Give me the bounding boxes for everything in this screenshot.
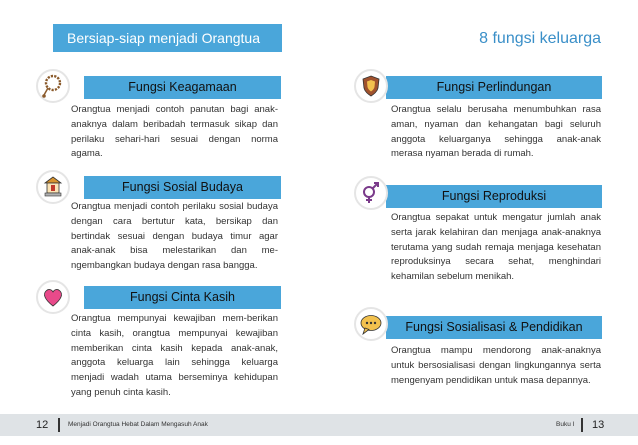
section-text-reproduksi: Orangtua sepakat untuk mengatur jumlah anak serta jarak kelahiran dan menjaga anak-anaknya terutama yang sudah remaja menjaga kesehatan reproduksinya secara sehat, menghindari kehamilan sebelum menikah. [391, 212, 601, 283]
section-title-keagamaan: Fungsi Keagamaan [84, 76, 281, 99]
section-text-sosial-budaya: Orangtua menjadi contoh perilaku sosial budaya dengan cara bertutur kata, bersikap dan bertindak sesuai dengan budaya timur agar anak-anak bisa melestarikan dan me-ngembangkan budaya dengan rasa bangga. [71, 201, 278, 272]
right-page-title: 8 fungsi keluarga [479, 30, 601, 47]
left-page-number: 12 [36, 419, 49, 431]
section-title-cinta-kasih: Fungsi Cinta Kasih [84, 286, 281, 309]
heart-icon [36, 280, 70, 314]
right-page-number: 13 [592, 419, 605, 431]
right-footer-text: Buku I [556, 421, 575, 428]
page-footer [0, 414, 638, 436]
gender-symbol-icon [354, 176, 388, 210]
left-footer-divider [58, 418, 60, 432]
shield-icon [354, 69, 388, 103]
left-footer-text: Menjadi Orangtua Hebat Dalam Mengasuh Anak [68, 421, 208, 428]
section-title-reproduksi: Fungsi Reproduksi [386, 185, 602, 208]
section-title-sosial-budaya: Fungsi Sosial Budaya [84, 176, 281, 199]
section-text-keagamaan: Orangtua menjadi contoh panutan bagi anak-anaknya dalam beribadah termasuk sikap dan perilaku sehari-hari sesuai dengan norma agama. [71, 104, 278, 160]
section-text-sosialisasi: Orangtua mampu mendorong anak-anaknya untuk bersosialisasi dengan lingkungannya serta mengenyam pendidikan untuk masa depannya. [391, 345, 601, 386]
temple-lantern-icon [36, 170, 70, 204]
section-title-sosialisasi: Fungsi Sosialisasi & Pendidikan [386, 316, 602, 339]
section-text-cinta-kasih: Orangtua mempunyai kewajiban mem-berikan cinta kasih, orangtua mempunyai kewajiban memberikan cinta kasih kepada anak-anak, anggota keluarga lain sehingga keluarga menjadi wadah utama berseminya kehidupan yang penuh cinta kasih. [71, 313, 278, 398]
section-text-perlindungan: Orangtua selalu berusaha menumbuhkan rasa aman, nyaman dan kehangatan bagi seluruh anggota keluarganya sehingga anak-anak merasa nyaman berada di rumah. [391, 104, 601, 160]
left-page-header: Bersiap-siap menjadi Orangtua [53, 24, 282, 52]
section-title-perlindungan: Fungsi Perlindungan [386, 76, 602, 99]
speech-bubble-icon [354, 307, 388, 341]
right-footer-divider [581, 418, 583, 432]
prayer-beads-icon [36, 69, 70, 103]
